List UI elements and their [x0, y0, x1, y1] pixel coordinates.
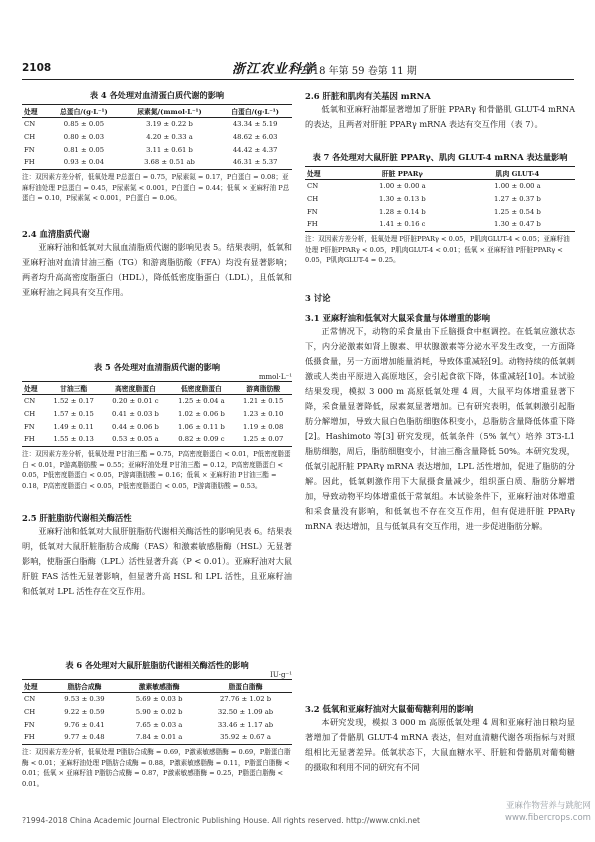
table-row — [305, 218, 575, 231]
table-6-header: 处理 — [22, 680, 50, 693]
table-cell: 1.19 ± 0.08 — [243, 422, 284, 431]
table-7-header: 处理 — [305, 167, 345, 180]
table-4 — [22, 104, 292, 170]
table-7-header: 肝脏 PPARγ — [345, 167, 460, 180]
table-7 — [305, 166, 575, 232]
table-cell: 1.00 ± 0.00 a — [379, 182, 426, 190]
table-row — [305, 193, 575, 206]
table-cell: 4.20 ± 0.33 a — [146, 132, 193, 141]
table-cell: 1.49 ± 0.11 — [53, 422, 94, 431]
table-cell: 1.57 ± 0.15 — [53, 409, 94, 418]
table-4-header: 白蛋白/(g·L⁻¹) — [218, 105, 292, 118]
table-cell: FN — [24, 422, 35, 431]
journal-issue: 2018 年第 59 卷第 11 期 — [300, 66, 417, 77]
section-heading: 2.4 血清脂质代谢 — [22, 229, 90, 239]
table-cell: 0.44 ± 0.06 b — [112, 422, 159, 431]
table-cell: FN — [307, 207, 318, 216]
table-row — [22, 395, 292, 408]
table-cell: 27.76 ± 1.02 b — [219, 695, 272, 703]
table-cell: 1.23 ± 0.10 — [243, 409, 284, 418]
table-4-block — [22, 90, 292, 204]
table-cell: 1.30 ± 0.13 b — [378, 194, 426, 203]
table-cell: 46.31 ± 5.37 — [232, 158, 278, 167]
journal-title: 浙江农业科学 — [232, 62, 317, 77]
section-body: 亚麻籽油和低氧对大鼠肝脏脂肪代谢相关酶活性的影响见表 6。结果表明，低氧对大鼠肝脏脂肪合成酶（FAS）和激素敏感脂酶（HSL）无显著影响，使脂蛋白脂酶（LPL）活性显著升高（P < 0.01）。亚麻籽油对大鼠肝脏 FAS 活性无显著影响，但显著升高 HSL 和 LPL 活性，且亚麻籽油和低氧对 LPL 活性存在交互作用。 — [22, 526, 292, 596]
table-cell: 1.25 ± 0.07 — [243, 435, 284, 444]
table-row — [22, 408, 292, 421]
table-cell: CN — [24, 120, 36, 128]
table-cell: 0.41 ± 0.03 b — [112, 409, 159, 418]
table-row — [22, 421, 292, 434]
table-4-header: 尿素氮/(mmol·L⁻¹) — [121, 105, 219, 118]
table-7-caption: 表 7 各处理对大鼠肝脏 PPARγ、肌肉 GLUT-4 mRNA 表达量影响 — [312, 152, 568, 162]
table-row — [305, 180, 575, 193]
page-number: 2108 — [22, 62, 52, 74]
section-body: 低氧和亚麻籽油都显著增加了肝脏 PPARγ 和骨骼肌 GLUT-4 mRNA 的表达，且两者对肝脏 PPARγ mRNA 表达有交互作用（表 7）。 — [305, 104, 575, 129]
table-cell: 1.52 ± 0.17 — [53, 397, 94, 405]
table-5-header: 处理 — [22, 382, 45, 395]
section-3 — [305, 292, 575, 304]
table-cell: CH — [24, 707, 36, 716]
table-cell: 9.22 ± 0.59 — [64, 707, 105, 716]
table-cell: 3.11 ± 0.61 b — [146, 145, 193, 154]
table-cell: CN — [24, 397, 36, 405]
table-4-note: 注：双因素方差分析，低氧处理 P总蛋白 = 0.75，P尿素氮 = 0.17，P白蛋白 = 0.08；亚麻籽油处理 P总蛋白 = 0.45，P尿素氮 < 0.001，P白蛋白 = 0.44；低氧 × 亚麻籽油 P总蛋白 = 0.10，P尿素氮 < 0.001，P白蛋白 = 0.06。 — [22, 173, 290, 203]
table-cell: 3.68 ± 0.51 ab — [144, 158, 195, 167]
table-cell: 1.02 ± 0.06 b — [178, 409, 225, 418]
copyright-footer: ?1994-2018 China Academic Journal Electronic Publishing House. All rights reserved. http://www.cnki.net — [22, 816, 421, 825]
table-cell: 32.50 ± 1.09 ab — [217, 707, 274, 716]
section-2-6 — [305, 90, 575, 132]
table-cell: 44.42 ± 4.37 — [232, 145, 278, 154]
table-4-header: 总蛋白/(g·L⁻¹) — [47, 105, 121, 118]
table-cell: 1.55 ± 0.13 — [53, 435, 94, 444]
table-cell: CH — [24, 132, 36, 141]
table-cell: 1.25 ± 0.54 b — [494, 207, 541, 216]
table-5-unit: mmol·L⁻¹ — [258, 373, 292, 381]
table-6-header: 激素敏感脂酶 — [119, 680, 199, 693]
table-row — [305, 206, 575, 219]
table-cell: 9.77 ± 0.48 — [64, 733, 105, 742]
header-rule — [22, 79, 574, 80]
table-row — [22, 118, 292, 131]
table-6-header: 脂肪合成酶 — [50, 680, 120, 693]
table-cell: 48.62 ± 6.03 — [232, 132, 278, 141]
table-cell: 5.69 ± 0.03 b — [135, 695, 183, 703]
table-cell: 0.53 ± 0.05 a — [112, 435, 159, 444]
section-2-4 — [22, 228, 292, 300]
table-cell: CN — [24, 695, 36, 703]
table-row — [22, 693, 292, 706]
table-row — [22, 719, 292, 732]
section-body: 本研究发现，模拟 3 000 m 高原低氧处理 4 周和亚麻籽油日粮均显著增加了骨骼肌 GLUT-4 mRNA 表达，但对血清糖代谢各项指标与对照组相比无显著差异。低氧状态下，大鼠血糖水平、肝脏和骨骼肌对葡萄糖的摄取和利用不同的研究有不同 — [305, 717, 575, 772]
table-cell: CN — [307, 182, 319, 190]
watermark-line1: 亚麻作物营养与跳舵网 — [505, 801, 591, 811]
section-2-5 — [22, 512, 292, 599]
table-cell: 43.34 ± 5.19 — [232, 120, 278, 128]
table-5 — [22, 381, 292, 447]
section-body: 亚麻籽油和低氧对大鼠血清脂质代谢的影响见表 5。结果表明，低氧和亚麻籽油对血清甘油三酯（TG）和游离脂肪酸（FFA）均没有显著影响；两者均升高高密度脂蛋白（HDL），降低低密度脂蛋白（LDL），且低氧和亚麻籽油之间具有交互作用。 — [22, 242, 292, 297]
table-6-unit: IU·g⁻¹ — [270, 671, 292, 679]
table-5-block — [22, 362, 292, 491]
table-cell: FH — [24, 435, 35, 444]
section-3-1 — [305, 312, 575, 534]
table-5-note: 注：双因素方差分析，低氧处理 P甘油三酯 = 0.75，P高密度脂蛋白 < 0.01，P低密度脂蛋白 < 0.01，P游离脂肪酸 = 0.55；亚麻籽油处理 P甘油三酯 = 0.12，P高密度脂蛋白 < 0.05，P低密度脂蛋白 < 0.05，P游离脂肪酸 = 0.16；低氧 × 亚麻籽油 P甘油三酯 = 0.18，P高密度脂蛋白 < 0.05，P低密度脂蛋白 < 0.05，P游离脂肪酸 = 0.53。 — [22, 450, 291, 490]
table-cell: CH — [24, 409, 36, 418]
table-cell: 1.27 ± 0.37 b — [494, 194, 541, 203]
table-cell: 0.20 ± 0.01 c — [112, 397, 159, 405]
table-cell: 0.81 ± 0.05 — [63, 145, 105, 154]
table-cell: 9.53 ± 0.39 — [64, 695, 105, 703]
table-7-block — [305, 152, 575, 266]
table-cell: 1.25 ± 0.04 a — [178, 397, 225, 405]
watermark — [505, 800, 591, 824]
table-7-header: 肌肉 GLUT-4 — [460, 167, 575, 180]
table-cell: 7.84 ± 0.01 a — [135, 733, 183, 742]
table-cell: 35.92 ± 0.67 a — [220, 733, 271, 742]
table-cell: FH — [24, 733, 35, 742]
table-cell: 1.30 ± 0.47 b — [494, 220, 541, 229]
table-cell: 9.76 ± 0.41 — [64, 720, 105, 729]
table-5-header: 游离脂肪酸 — [234, 382, 292, 395]
table-4-header: 处理 — [22, 105, 47, 118]
section-heading: 3.1 亚麻籽油和低氧对大鼠采食量与体增重的影响 — [305, 313, 490, 323]
table-6-header: 脂蛋白脂酶 — [199, 680, 292, 693]
table-row — [22, 131, 292, 144]
table-6-caption: 表 6 各处理对大鼠肝脏脂肪代谢相关酶活性的影响 — [65, 660, 249, 670]
table-cell: 0.82 ± 0.09 c — [178, 435, 225, 444]
table-row — [22, 731, 292, 744]
section-heading: 3 讨论 — [305, 293, 331, 303]
table-cell: 0.85 ± 0.05 — [63, 120, 105, 128]
table-cell: 33.46 ± 1.17 ab — [217, 720, 274, 729]
table-cell: FN — [24, 145, 35, 154]
section-body: 正常情况下，动物的采食量由下丘脑摄食中枢调控。在低氧应激状态下，内分泌激素如肾上腺素、甲状腺激素等分泌水平发生改变，一方面降低摄食量，另一方面增加能量消耗，导致体重减轻[9]。动物持续的低氧刺激或人类由平原进入高原地区，会引起食欲下降，体重减轻[10]。本试验结果发现，模拟 3 000 m 高原低氧处理 4 周，大鼠平均体增重显著下降，采食量显著降低，尿素氮显著增加。已有研究表明，低氧刺激引起脂肪分解增加，导致大鼠白色脂肪细胞体积变小，总脂肪含量降低体重下降[2]。Hashimoto 等[3] 研究发现，低氧条件（5% 氧气）培养 3T3-L1 脂肪细胞，周后，脂肪细胞变小，甘油三酯含量降低 50%。本研究发现，低氧引起肝脏 PPARγ mRNA 表达增加，LPL 活性增加，促进了脂肪的分解。因此，低氧刺激作用下大鼠摄食量减少，组织蛋白质、脂肪分解增加，导致动物平均体增重低于常氧组。本试验条件下，亚麻籽油对体增重和采食量没有影响，和低氧也不存在交互作用，但有促进肝脏 PPARγ mRNA 表达增加，且与低氧具有交互作用，进一步促进脂肪分解。 — [305, 326, 575, 531]
watermark-line2: www.fibercrops.com — [505, 813, 591, 823]
table-6-block — [22, 660, 292, 789]
table-cell: CH — [307, 194, 319, 203]
table-5-header: 低密度脂蛋白 — [168, 382, 234, 395]
table-cell: 1.06 ± 0.11 b — [178, 422, 225, 431]
table-cell: 5.90 ± 0.02 b — [135, 707, 183, 716]
table-cell: 0.93 ± 0.04 — [63, 158, 105, 167]
table-cell: 1.41 ± 0.16 c — [379, 220, 426, 229]
table-7-note: 注：双因素方差分析，低氧处理 P肝脏PPARγ < 0.05，P肌肉GLUT-4 < 0.05；亚麻籽油处理 P肝脏PPARγ < 0.05，P肌肉GLUT-4 < 0.01；低氧 × 亚麻籽油 P肝脏PPARγ < 0.05，P肌肉GLUT-4 = 0.25。 — [305, 235, 570, 265]
section-heading: 2.6 肝脏和肌肉有关基因 mRNA — [305, 91, 431, 101]
table-5-header: 高密度脂蛋白 — [102, 382, 168, 395]
section-heading: 2.5 肝脏脂肪代谢相关酶活性 — [22, 513, 132, 523]
table-row — [22, 433, 292, 446]
table-cell: FH — [307, 220, 318, 229]
table-row — [22, 144, 292, 157]
table-cell: 1.00 ± 0.00 a — [494, 182, 541, 190]
table-cell: 1.21 ± 0.15 — [243, 397, 284, 405]
table-5-header: 甘油三酯 — [45, 382, 103, 395]
table-cell: FH — [24, 158, 35, 167]
section-heading: 3.2 低氧和亚麻籽油对大鼠葡萄糖利用的影响 — [305, 704, 474, 714]
table-cell: 3.19 ± 0.22 b — [146, 120, 193, 128]
table-cell: FN — [24, 720, 35, 729]
table-row — [22, 156, 292, 169]
table-cell: 1.28 ± 0.14 b — [378, 207, 426, 216]
section-3-2 — [305, 703, 575, 775]
table-cell: 0.80 ± 0.03 — [63, 132, 105, 141]
table-5-caption: 表 5 各处理对血清脂质代谢的影响 — [93, 362, 221, 372]
table-6-note: 注：双因素方差分析，低氧处理 P脂肪合成酶 = 0.69，P激素敏感脂酶 = 0.69，P脂蛋白脂酶 < 0.01；亚麻籽油处理 P脂肪合成酶 = 0.88，P激素敏感脂酶 = 0.11，P脂蛋白脂酶 < 0.01；低氧 × 亚麻籽油 P脂肪合成酶 = 0.87，P激素敏感脂酶 = 0.25，P脂蛋白脂酶 < 0.01。 — [22, 748, 291, 788]
table-cell: 7.65 ± 0.03 a — [135, 720, 183, 729]
table-row — [22, 706, 292, 719]
table-4-caption: 表 4 各处理对血清蛋白质代谢的影响 — [89, 90, 225, 100]
table-6 — [22, 679, 292, 745]
